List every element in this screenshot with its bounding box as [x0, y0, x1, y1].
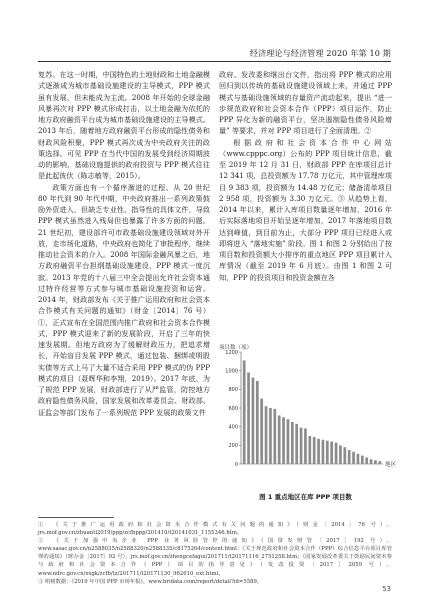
chart-bar — [243, 360, 246, 464]
chart-bar — [343, 447, 346, 464]
figure-caption: 图 1 重点地区在库 PPP 项目数 — [259, 493, 352, 501]
chart-bar — [339, 445, 342, 464]
y-tick-label: 0 — [234, 461, 238, 468]
chart-bar — [282, 417, 285, 464]
y-tick-label: 1000 — [225, 368, 238, 375]
chart-bar — [304, 429, 307, 464]
footnote-rule — [38, 517, 114, 518]
page-number: 53 — [382, 585, 391, 593]
chart-bar — [300, 428, 303, 464]
chart-bar — [361, 456, 364, 464]
paragraph: 政府、发改委和继出台文件，指出将 PPP 模式的应用回归到以传统的基础设施建设领域上来，并通过 PPP 模式与基础设施领域的存量资产流动起来，提出 “进一步规范政府和社会资本合作（PPP）项目运作，防止 PPP 异化为新的融资平台，坚决遏制隐性债务风险增量” 等要求，并对 PPP 项目进行了全面清理。② — [219, 70, 392, 136]
y-tick-label: 1200 — [225, 349, 238, 356]
y-tick-label: 200 — [228, 443, 238, 450]
y-tick-label: 400 — [228, 424, 238, 431]
header-rule — [38, 61, 391, 62]
footnote: ② 《关于加强中央企业 PPP 业务风险管控的通知》（国资发财管〔2017〕192 号），www.sasac.gov.cn/n2588035/n2588320/n2588335/c8175264/content.html；《关于规范政府和社会资本合作（PPP）综合信息平台项目库管理的通知》（财办金〔2017〕92 号），jrs.mof.gov.cn/zhengcefagui/201711/t20171116_2751258.htm；《国家发展改革委关于鼓励民间资本参与政府和社会资本合作（PPP）项目的指导意见》（发改投资〔2017〕2059 号），www.ndrc.gov.cn/xxgk/zcfb/tz/201711/t20171130_962610_ext.html。 — [38, 538, 392, 577]
chart-bar — [357, 454, 360, 464]
chart-bar — [317, 439, 320, 464]
chart-bar — [247, 373, 250, 464]
chart-bar — [265, 406, 268, 464]
paragraph: 复苏。在这一时期，中国特色的土地财政和土地金融模式逐渐成为城市基础设施建设的主导模式，PPP 模式虽有发展，但未能成为主流。2008 年开始的全球金融风暴再次对 PPP 模式形成打击，以土地金融为依托的地方政府融资平台成为城市基础设施建设的主导模式。2013 年后，随着地方政府融资平台形成的隐性债务和财政风险积聚，PPP 模式再次成为中央政府关注的政策选择。可见 PPP 在当代中国的发展受到经济周期波动的影响，基础设施提供的政府投资与 PPP 模式往往是此起彼伏（陈志敏等，2015）。 — [38, 70, 210, 181]
chart-bar — [287, 419, 290, 464]
paragraph: 根据政府和社会资本合作中心网站（www.cpppc.org）公布的 PPP 项目统计信息，截至 2019 年 12 月 31 日，财政部 PPP 在库项目总计 12 341 项，总投资额为 17.78 万亿元，其中管理库项目 9 383 项，投资额为 14.48 万亿元；储备清单项目 2 958 项，投资额为 3.30 万亿元。③ 从趋势上看，2014 年以来，累计入库项目数量逐年增加，2016 年后实际落地项目开始呈逐年增加，2017 年落地项目数达到峰值，到目前为止，大部分 PPP 项目已经进入或即将进入 “落地实施” 阶段。图 1 和图 2 分别给出了按项目数和投资额大小排序的重点地区 PPP 项目累计入库情况（截至 2019 年 6 月底）。由图 1 和图 2 可知，PPP 的投资项目和投资金额在各 — [219, 137, 392, 282]
chart-bar — [335, 443, 338, 464]
chart-bar — [365, 457, 368, 464]
chart-bar — [370, 459, 373, 464]
figure-1-chart — [219, 342, 399, 484]
chart-bar — [252, 378, 255, 464]
chart-bar — [269, 408, 272, 464]
footnote: ③ 明树数据：《2019 年中国 PPP 市场年报》，www.bridata.com/report/detail?id=5589。 — [38, 578, 263, 585]
running-header — [0, 48, 427, 60]
chart-bar — [273, 409, 276, 464]
chart-bar — [313, 437, 316, 464]
chart-bar — [291, 422, 294, 464]
y-tick-label: 800 — [228, 387, 238, 394]
chart-bar — [330, 442, 333, 464]
chart-bar — [374, 460, 377, 464]
journal-title: 经济理论与经济管理 2020 年第 10 期 — [249, 49, 391, 58]
right-column — [219, 69, 392, 283]
chart-bar — [322, 440, 325, 464]
paragraph: 政策方面也有一个循序渐进的过程。从 20 世纪 80 年代到 90 年代中期，中央政府推出一系列政策鼓励外资进入，但缺乏专业性、指导性的具体文件，导致 PPP 模式虽然进入残局但也暴露了许多方面的问题。21 世纪初，建设部许可市政基础设施建设领域对外开放，走市场化道路，中央政府也简化了审批程序，继续推动社会资本的介入。2008 年国际金融风暴之后，地方政府融资平台担纲基础设施建设，PPP 模式一度沉寂。2013 年党的十八届三中全会提出允许社会资本通过特许经营等方式参与城市基础设施投资和运营。2014 年，财政部发布《关于推广运用政府和社会资本合作模式有关问题的通知》（财金〔2014〕76 号）①，正式宣布在全国范围内推广政府和社会资本合作模式，PPP 模式迎来了新的发展阶段，开启了三年的快速发展期。但地方政府为了缓解财政压力，把追求增长，开始盲目发展 PPP 模式，通过包装、捆绑或明股实债等方式上马了大量不适合采用 PPP 模式的伪 PPP 模式的项目（聂辉华和李翔，2019）。2017 年底，为了规范 PPP 发展，财政部进行了从严监管，防控地方政府隐性债务风险，国家发展和改革委员会、财政部、证监会等部门发布了一系列规范 PPP 发展的政策文件 — [38, 182, 210, 417]
footnotes — [38, 521, 392, 586]
chart-bar — [348, 450, 351, 464]
chart-bar — [378, 461, 381, 464]
y-axis-label: 项目数（项） — [219, 345, 253, 351]
footnote: ① 《关于推广运用政府和社会资本合作模式有关问题的通知》（财金〔2014〕76 号），jrs.mof.gov.cn/zhuanti2019/ppp/zcfbppp/201410/t20141031_1155346.htm。 — [38, 522, 392, 537]
chart-bar — [326, 441, 329, 464]
chart-bar — [352, 452, 355, 464]
chart-bar — [256, 381, 259, 464]
x-axis-label: 地区 — [385, 462, 397, 468]
chart-bar — [278, 415, 281, 464]
left-column — [38, 69, 210, 418]
chart-bar — [308, 436, 311, 464]
chart-bar — [295, 424, 298, 464]
chart-bar — [260, 399, 263, 464]
y-tick-label: 600 — [228, 405, 238, 412]
bar-chart-svg — [219, 342, 399, 484]
